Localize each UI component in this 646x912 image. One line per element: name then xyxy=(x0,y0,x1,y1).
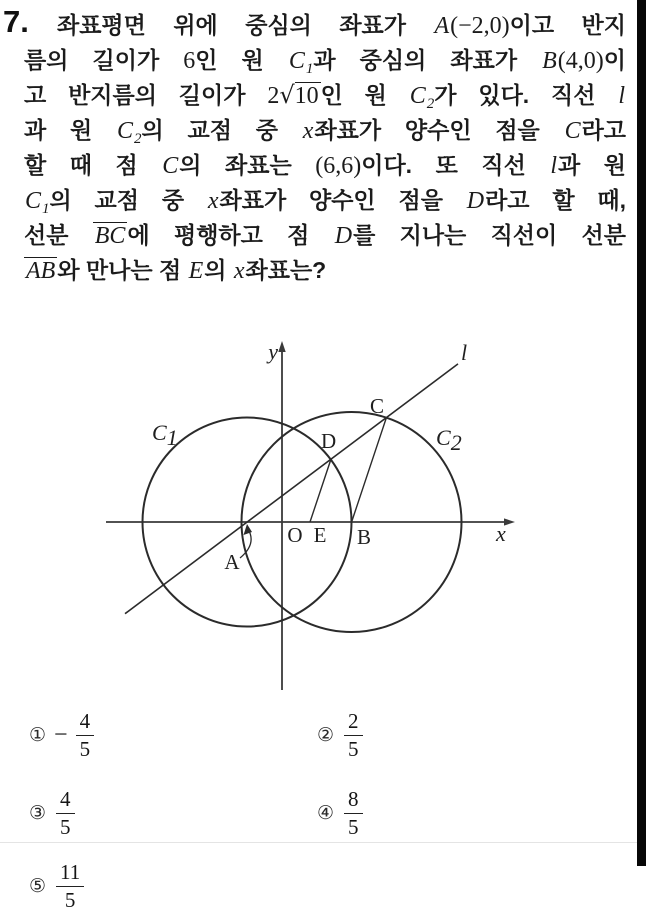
text-segment: l xyxy=(550,153,558,179)
choice-5 xyxy=(29,859,84,912)
text-segment: 에 평행하고 점 xyxy=(127,222,334,248)
text-segment: C xyxy=(25,188,42,214)
fraction-denominator: 5 xyxy=(348,736,359,761)
y-axis-arrow-icon xyxy=(278,341,285,352)
text-segment: 1 xyxy=(42,201,50,217)
text-segment: 10 xyxy=(294,83,319,109)
text-segment: 의 교점 중 xyxy=(141,117,302,143)
fraction-numerator: 4 xyxy=(56,789,75,814)
text-segment: B xyxy=(542,48,557,74)
text-segment: A xyxy=(434,13,450,39)
text-segment: 의 교점 중 xyxy=(49,187,207,213)
problem-number: 7. xyxy=(3,4,29,39)
label-circle-c1: C1 xyxy=(152,420,178,450)
choice-2-number: ② xyxy=(317,723,335,746)
text-segment: (−2,0) xyxy=(450,13,510,39)
choice-3-number: ③ xyxy=(29,801,47,824)
label-line-l: l xyxy=(461,340,468,365)
scan-edge-bar xyxy=(637,0,646,866)
choice-1-sign: − xyxy=(54,722,68,748)
scan-fold-line xyxy=(0,842,646,843)
problem-line xyxy=(24,183,626,218)
choice-1-fraction xyxy=(76,708,95,761)
problem-line xyxy=(24,113,626,148)
text-segment: 고 반지름의 길이가 xyxy=(24,82,268,108)
choice-4-number: ④ xyxy=(317,801,335,824)
text-segment: 가 있다. 직선 xyxy=(434,82,618,108)
text-segment: C xyxy=(564,118,581,144)
text-segment: C xyxy=(409,83,426,109)
label-point-e: E xyxy=(313,523,327,547)
choice-3-fraction xyxy=(56,786,75,839)
text-segment: 인 원 xyxy=(195,47,288,73)
choice-4-fraction xyxy=(344,786,363,839)
text-segment: 의 좌표는 xyxy=(179,152,316,178)
fraction-denominator: 5 xyxy=(60,814,71,839)
segment-cb xyxy=(352,418,387,522)
text-segment: 와 만나는 점 xyxy=(57,257,188,283)
text-segment: 1 xyxy=(305,61,314,77)
problem-line xyxy=(24,218,626,253)
text-segment: x xyxy=(302,118,314,144)
text-segment: 할 때 점 xyxy=(24,152,162,178)
text-segment: 름의 길이가 xyxy=(24,47,184,73)
problem-text xyxy=(24,8,626,288)
text-segment: 를 지나는 직선이 선분 xyxy=(353,222,626,248)
fraction-denominator: 5 xyxy=(64,887,76,912)
text-segment: 6 xyxy=(183,48,196,74)
line-l xyxy=(125,364,458,614)
fraction-denominator: 5 xyxy=(79,736,91,761)
geometry-figure xyxy=(0,338,646,702)
text-segment: 인 원 xyxy=(320,82,409,108)
text-segment: 좌표가 양수인 점을 xyxy=(314,117,564,143)
label-point-c: C xyxy=(370,394,385,418)
text-segment: D xyxy=(466,188,485,214)
text-segment: 2 xyxy=(426,96,435,112)
choice-1-number: ① xyxy=(29,723,47,746)
text-segment: 좌표평면 위에 중심의 좌표가 xyxy=(57,12,434,38)
label-y-axis: y xyxy=(268,339,278,364)
choice-4 xyxy=(317,786,363,839)
text-segment: 이 xyxy=(603,47,626,73)
segment-de xyxy=(310,459,331,522)
text-segment: 과 중심의 좌표가 xyxy=(313,47,542,73)
text-segment: l xyxy=(618,83,625,109)
choice-5-fraction xyxy=(56,859,84,912)
problem-line xyxy=(24,43,626,78)
problem-line xyxy=(24,253,626,288)
text-segment: 과 원 xyxy=(558,152,627,178)
text-segment: E xyxy=(188,258,204,284)
fraction-denominator: 5 xyxy=(348,814,359,839)
fraction-numerator: 11 xyxy=(56,862,84,887)
text-segment: 좌표가 양수인 점을 xyxy=(219,187,466,213)
text-segment: 2 xyxy=(267,83,280,109)
label-point-d: D xyxy=(321,429,337,453)
text-segment: √ xyxy=(279,81,295,109)
fraction-numerator: 4 xyxy=(76,711,95,736)
label-x-axis: x xyxy=(496,521,506,546)
text-segment: (4,0) xyxy=(557,48,604,74)
text-segment: 이다. 또 직선 xyxy=(361,152,550,178)
text-segment: C xyxy=(162,153,179,179)
text-segment: 라고 xyxy=(581,117,627,143)
label-point-a: A xyxy=(224,550,240,574)
choice-2-fraction xyxy=(344,708,363,761)
text-segment: 2 xyxy=(134,131,142,147)
text-segment: x xyxy=(233,258,245,284)
choice-2 xyxy=(317,708,363,761)
text-segment: BC xyxy=(94,223,126,249)
choice-5-number: ⑤ xyxy=(29,874,47,897)
problem-line xyxy=(24,8,626,43)
fraction-numerator: 2 xyxy=(344,711,363,736)
problem-line xyxy=(24,148,626,183)
text-segment: AB xyxy=(26,258,56,284)
text-segment: x xyxy=(207,188,219,214)
text-segment: 라고 할 때, xyxy=(485,187,626,213)
text-segment: D xyxy=(334,223,353,249)
problem-line xyxy=(24,78,626,113)
text-segment: C xyxy=(288,48,305,74)
choice-3 xyxy=(29,786,75,839)
choice-1 xyxy=(29,708,94,761)
label-origin: O xyxy=(287,523,303,547)
fraction-numerator: 8 xyxy=(344,789,363,814)
text-segment: 좌표는? xyxy=(245,257,327,283)
label-point-b: B xyxy=(356,525,372,549)
text-segment: (6,6) xyxy=(315,153,362,179)
text-segment: 과 원 xyxy=(24,117,117,143)
text-segment: C xyxy=(117,118,134,144)
label-circle-c2: C2 xyxy=(436,425,462,455)
text-segment: 선분 xyxy=(24,222,93,248)
text-segment: 의 xyxy=(204,257,233,283)
text-segment: 이고 반지 xyxy=(509,12,626,38)
